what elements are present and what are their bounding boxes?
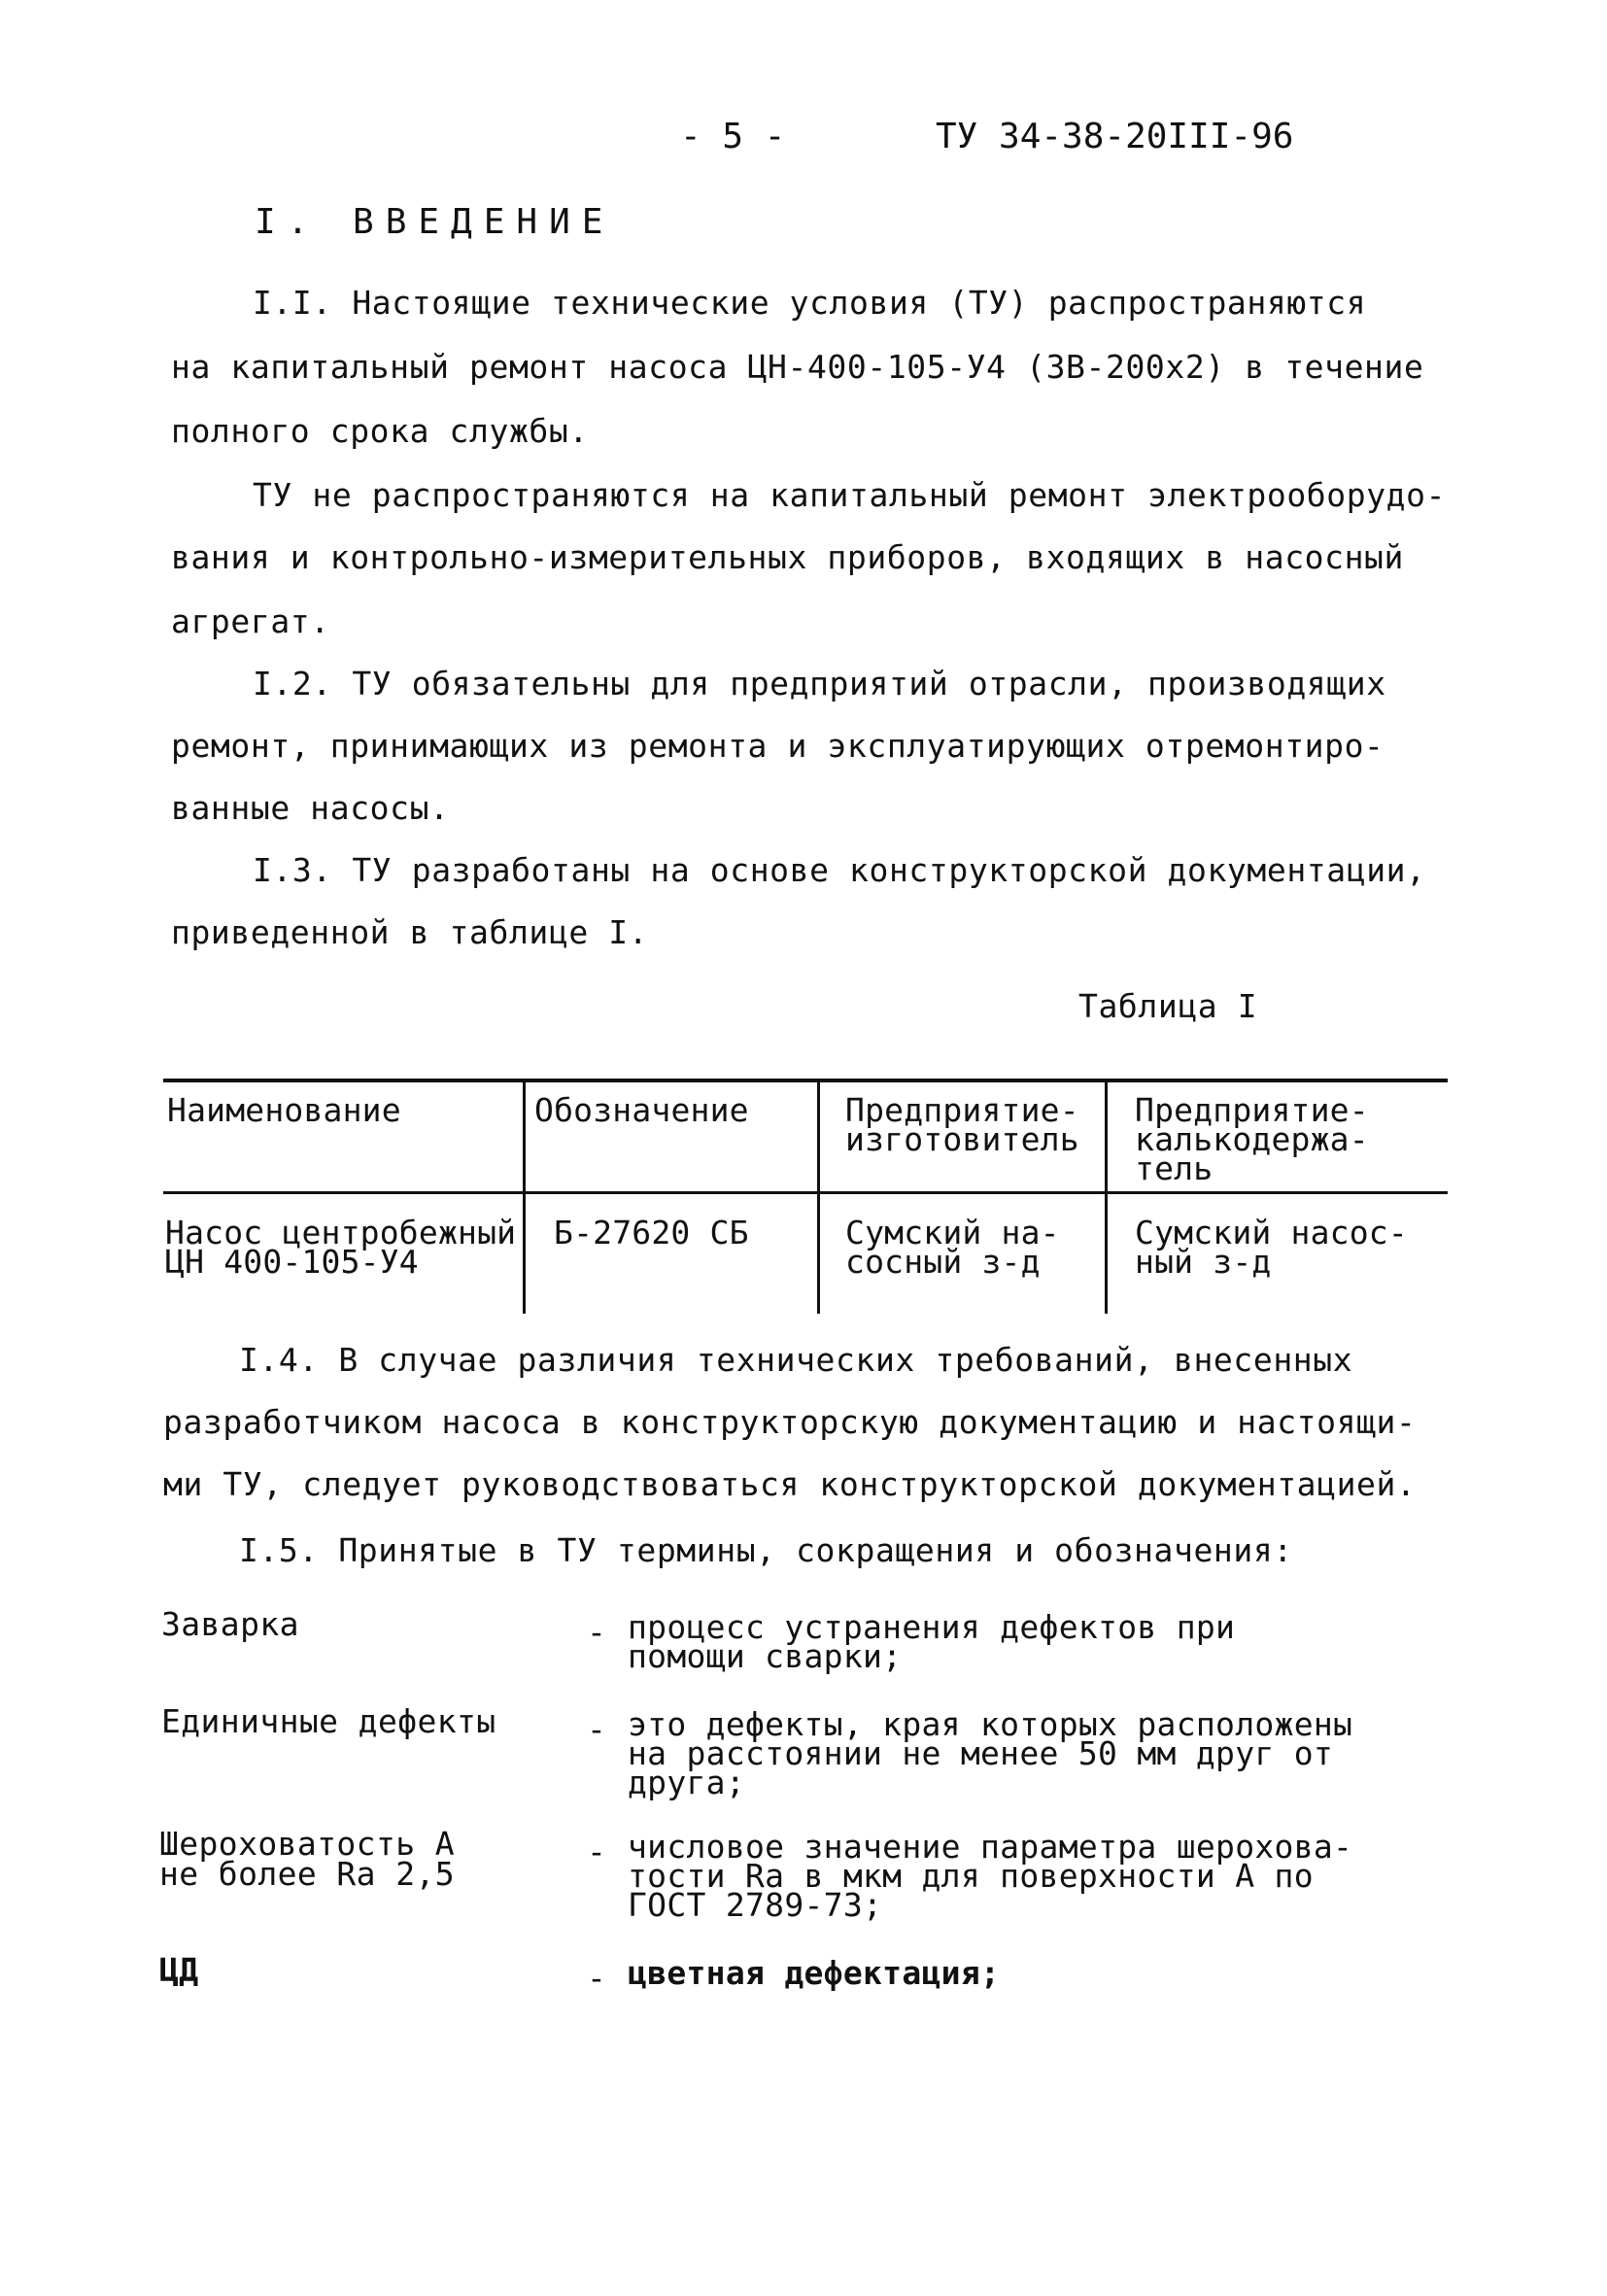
table-row-cell-name — [165, 1214, 517, 1281]
table-row-holder-line-2: ный з-д — [1135, 1243, 1272, 1281]
paragraph-1-3-line-1: I.3. ТУ разработаны на основе конструкторской документации, — [253, 851, 1426, 889]
table-caption: Таблица I — [1078, 987, 1258, 1025]
table-header-border — [163, 1191, 1448, 1194]
paragraph-1-4-line-2: разработчиком насоса в конструкторскую документацию и настоящи- — [163, 1403, 1417, 1441]
table-header-holder-line-2: калькодержа- — [1135, 1120, 1369, 1158]
paragraph-1-1-line-3: полного срока службы. — [171, 412, 589, 450]
definition-roughness — [628, 1828, 1353, 1924]
paragraph-1-2-line-1: I.2. ТУ обязательны для предприятий отрасли, производящих — [253, 665, 1386, 703]
table-col-divider-3 — [1105, 1080, 1108, 1314]
table-header-manufacturer-line-2: изготовитель — [845, 1120, 1079, 1158]
paragraph-1-2-line-2: ремонт, принимающих из ремонта и эксплуатирующих отремонтиро- — [171, 727, 1385, 765]
table-header-holder-line-1: Предприятие- — [1135, 1091, 1369, 1129]
paragraph-1-1b-line-3: агрегат. — [171, 602, 330, 640]
term-color-defectation-text: ЦД — [159, 1951, 199, 1989]
table-row-manufacturer-line-2: сосный з-д — [845, 1243, 1041, 1281]
definition-welding-line-1: процесс устранения дефектов при — [628, 1608, 1236, 1646]
table-header-manufacturer — [845, 1091, 1079, 1158]
term-dash: - — [587, 1833, 606, 1870]
table-row-cell-manufacturer — [845, 1214, 1060, 1281]
table-col-divider-2 — [817, 1080, 820, 1314]
term-color-defectation — [159, 1951, 199, 1989]
definition-color-defectation-text: цветная дефектация; — [628, 1954, 1001, 1992]
page-number: - 5 - — [680, 117, 786, 156]
paragraph-1-5: I.5. Принятые в ТУ термины, сокращения и обозначения: — [239, 1531, 1293, 1569]
paragraph-1-2-line-3: ванные насосы. — [171, 789, 450, 827]
term-roughness-line-2: не более Ra 2,5 — [159, 1855, 456, 1893]
definition-roughness-line-2: тости Ra в мкм для поверхности А по — [628, 1857, 1314, 1895]
table-header-designation — [534, 1091, 749, 1129]
table-top-border — [163, 1079, 1448, 1082]
paragraph-1-3-line-2: приведенной в таблице I. — [171, 913, 649, 951]
term-roughness — [159, 1825, 456, 1893]
table-header-name-text: Наименование — [167, 1091, 401, 1129]
definition-roughness-line-1: числовое значение параметра шерохова- — [628, 1828, 1353, 1866]
table-col-divider-1 — [523, 1080, 526, 1314]
definition-single-defects-line-3: друга; — [628, 1764, 746, 1801]
table-header-holder — [1135, 1091, 1369, 1187]
table-row-name-line-1: Насос центробежный — [165, 1214, 517, 1251]
table-row-manufacturer-line-1: Сумский на- — [845, 1214, 1060, 1251]
table-header-holder-line-3: тель — [1135, 1149, 1214, 1187]
paragraph-1-1-line-1: I.I. Настоящие технические условия (ТУ) распространяются — [253, 284, 1367, 322]
definition-single-defects — [628, 1705, 1353, 1801]
table-header-name — [167, 1091, 401, 1129]
definition-color-defectation — [628, 1954, 1001, 1992]
paragraph-1-4-line-1: I.4. В случае различия технических требований, внесенных — [239, 1341, 1353, 1379]
paragraph-1-4-line-3: ми ТУ, следует руководствоваться конструкторской документацией. — [163, 1465, 1417, 1503]
paragraph-1-1-line-2: на капитальный ремонт насоса ЦН-400-105-У4 (ЗВ-200х2) в течение — [171, 348, 1424, 386]
table-row-name-line-2: ЦН 400-105-У4 — [165, 1243, 419, 1281]
term-dash: - — [587, 1710, 606, 1748]
table-row-cell-designation — [554, 1214, 749, 1251]
definition-single-defects-line-1: это дефекты, края которых расположены — [628, 1705, 1353, 1743]
term-dash: - — [587, 1613, 606, 1651]
term-roughness-line-1: Шероховатость А — [159, 1825, 456, 1863]
paragraph-1-1b-line-2: вания и контрольно-измерительных приборов, входящих в насосный — [171, 538, 1404, 576]
table-row-designation-text: Б-27620 СБ — [554, 1214, 749, 1251]
definition-welding — [628, 1608, 1236, 1675]
document-code: ТУ 34-38-20III-96 — [936, 117, 1294, 156]
table-row-holder-line-1: Сумский насос- — [1135, 1214, 1408, 1251]
table-header-manufacturer-line-1: Предприятие- — [845, 1091, 1079, 1129]
term-welding-text: Заварка — [161, 1605, 299, 1643]
definition-single-defects-line-2: на расстоянии не менее 50 мм друг от — [628, 1734, 1334, 1772]
section-title: I. ВВЕДЕНИЕ — [255, 202, 615, 242]
table-header-designation-text: Обозначение — [534, 1091, 749, 1129]
term-welding — [161, 1605, 299, 1643]
table-row-cell-holder — [1135, 1214, 1408, 1281]
term-single-defects-text: Единичные дефекты — [161, 1702, 496, 1740]
paragraph-1-1b-line-1: ТУ не распространяются на капитальный ремонт электрооборудо- — [253, 476, 1447, 514]
term-dash: - — [587, 1959, 606, 1997]
definition-roughness-line-3: ГОСТ 2789-73; — [628, 1886, 883, 1924]
term-single-defects — [161, 1702, 496, 1740]
definition-welding-line-2: помощи сварки; — [628, 1637, 903, 1675]
